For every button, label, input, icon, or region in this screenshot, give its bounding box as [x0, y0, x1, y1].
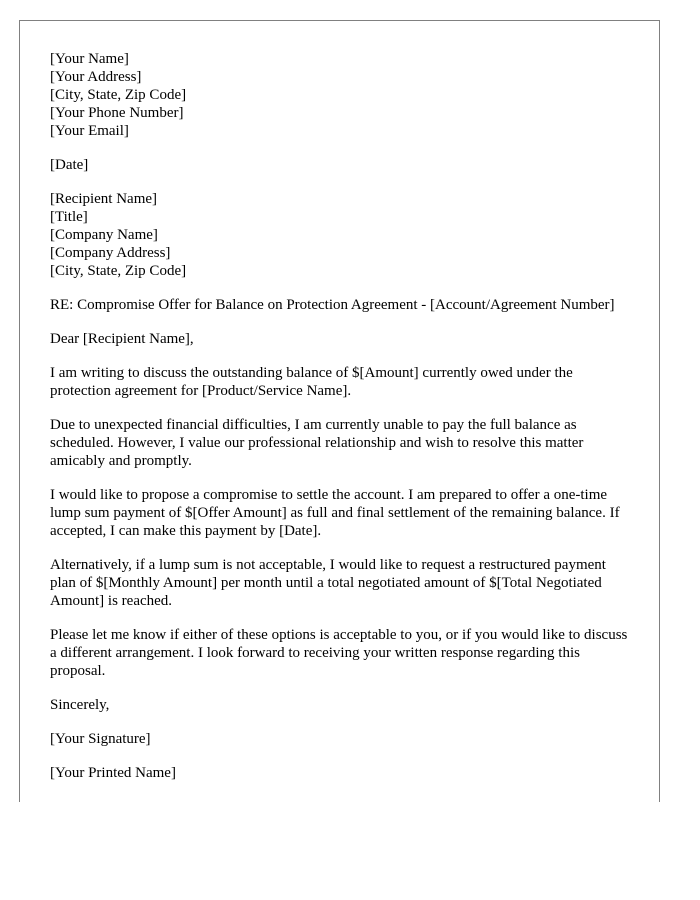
body-paragraph: Please let me know if either of these options is acceptable to you, or if you would like to discuss a different arrangement. I look forward to receiving your written response regarding this proposal. — [50, 627, 628, 679]
subject-line: RE: Compromise Offer for Balance on Protection Agreement - [Account/Agreement Number] — [50, 297, 615, 313]
body-paragraph: Due to unexpected financial difficulties, I am currently unable to pay the full balance as scheduled. However, I value our professional relationship and wish to resolve this matter amicably and promptly. — [50, 417, 584, 469]
sender-phone: [Your Phone Number] — [50, 105, 184, 121]
date-block — [50, 156, 630, 174]
salutation: Dear [Recipient Name], — [50, 331, 194, 347]
letter-page — [19, 20, 660, 802]
printed-name: [Your Printed Name] — [50, 765, 176, 781]
body-paragraph: Alternatively, if a lump sum is not acceptable, I would like to request a restructured payment plan of $[Monthly Amount] per month until a total negotiated amount of $[Total Negotiated Amount] is reached. — [50, 557, 606, 609]
closing: Sincerely, — [50, 697, 110, 713]
sender-city-state-zip: [City, State, Zip Code] — [50, 87, 187, 103]
recipient-block — [50, 190, 630, 280]
body-paragraph: I am writing to discuss the outstanding balance of $[Amount] currently owed under the protection agreement for [Product/Service Name]. — [50, 365, 573, 399]
recipient-company-address: [Company Address] — [50, 245, 171, 261]
recipient-title: [Title] — [50, 209, 88, 225]
sender-name: [Your Name] — [50, 51, 129, 67]
sender-address: [Your Address] — [50, 69, 142, 85]
letter-date: [Date] — [50, 157, 89, 173]
body-paragraph: I would like to propose a compromise to settle the account. I am prepared to offer a one-time lump sum payment of $[Offer Amount] as full and final settlement of the remaining balance. If accepted, I can make this payment by [Date]. — [50, 487, 620, 539]
recipient-city-state-zip: [City, State, Zip Code] — [50, 263, 187, 279]
recipient-name: [Recipient Name] — [50, 191, 158, 207]
signature: [Your Signature] — [50, 731, 151, 747]
sender-email: [Your Email] — [50, 123, 129, 139]
sender-block — [50, 50, 630, 140]
letter-body — [50, 50, 630, 798]
recipient-company: [Company Name] — [50, 227, 158, 243]
